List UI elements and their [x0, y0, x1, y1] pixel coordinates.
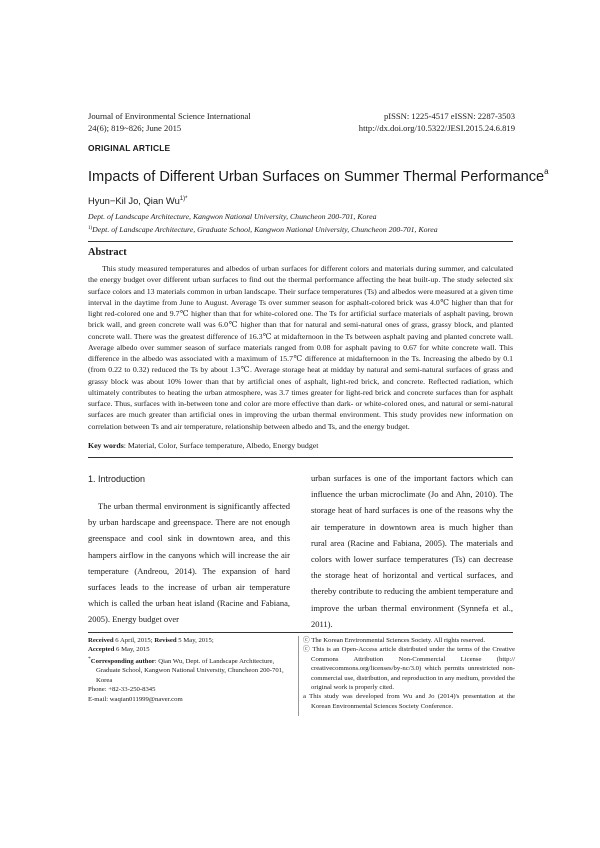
intro-right-column: urban surfaces is one of the important factors which can influence the urban microclimate (Jo and Ahn, 2010). The storage heat of hard surfaces is one of the reasons why the air temperature in downtown area is much higher than rural area (Racine and Fabiana, 2005). The materials and colors with lower surface temperatures (Ts) can decrease the storage heat of horizontal and vertical surfaces, and thereby contribute to reducing the ambient temperature and improve the urban thermal environment (Synnefa et al., 2011). — [311, 473, 513, 629]
received-label: Received — [88, 637, 114, 644]
affiliation-2-text: Dept. of Landscape Architecture, Graduate School, Kangwon National University, Chuncheon 200-701, Korea — [92, 225, 438, 234]
presentation-note: a This study was developed from Wu and Jo (2014)'s presentation at the Korean Environmental Sciences Society Conference. — [303, 693, 515, 710]
license-footnote — [303, 636, 515, 711]
received-date: 6 April, 2015; — [113, 637, 155, 644]
corr-text: : Qian Wu, Dept. of Landscape Architecture, Graduate School, Kangwon National University, Chuncheon 200-701, Korea — [96, 658, 284, 684]
keywords — [88, 441, 318, 450]
abstract-heading: Abstract — [88, 247, 127, 258]
revised-label: Revised — [154, 637, 177, 644]
footnote-rule — [88, 632, 513, 633]
paper-title — [88, 163, 549, 186]
phone: Phone: +82-33-250-8345 — [88, 686, 156, 694]
abstract-top-rule — [88, 241, 513, 242]
authors: Hyun−Kil Jo, Qian Wu — [88, 195, 180, 206]
article-type: ORIGINAL ARTICLE — [88, 143, 171, 153]
revised-date: 5 May, 2015; — [176, 637, 214, 644]
corresponding-author — [88, 655, 288, 685]
copyright: ⓒ The Korean Environmental Sciences Society. All rights reserved. — [303, 637, 486, 644]
journal-header-left — [88, 110, 251, 134]
author-line — [88, 195, 187, 206]
title-footnote-mark: a — [544, 167, 549, 176]
license-text: ⓒ This is an Open-Access article distributed under the terms of the Creative Commons Attribution Non-Commercial License (http:// creativecommons.org/licenses/by-nc/3.0) which permits unrestricted non-commercial use, distribution, and reproduction in any medium, provided the original work is properly cited. — [303, 646, 515, 692]
journal-volume: 24(6); 819~826; June 2015 — [88, 123, 182, 133]
affiliation-1-text: Dept. of Landscape Architecture, Kangwon National University, Chuncheon 200-701, Korea — [88, 212, 377, 221]
doi-link[interactable]: http://dx.doi.org/10.5322/JESI.2015.24.6.819 — [358, 123, 515, 133]
journal-name: Journal of Environmental Science International — [88, 111, 251, 121]
accepted-label: Accepted — [88, 646, 115, 654]
affiliation-2 — [88, 225, 438, 234]
article-history-footnote — [88, 636, 288, 704]
email[interactable]: E-mail: waqian011999@naver.com — [88, 695, 183, 703]
intro-left-column: The urban thermal environment is significantly affected by urban hardscape and greenspace. There are not enough greenspace and cool sink in downtown area, and this hampers airflow in the canyons which will increase the air temperature (Andreou, 2014). The expansion of hard surfaces leads to the increase of urban air temperature which is called the urban heat island (Racine and Fabiana, 2005). Energy budget over — [88, 501, 290, 625]
abstract-bottom-rule — [88, 457, 513, 458]
journal-header-right — [359, 110, 515, 134]
corr-mark: * — [88, 655, 91, 662]
footnote-divider — [298, 636, 299, 716]
keywords-label: Key words — [88, 441, 124, 450]
issn: pISSN: 1225-4517 eISSN: 2287-3503 — [383, 111, 515, 121]
keywords-text: : Material, Color, Surface temperature, Albedo, Energy budget — [123, 441, 319, 450]
accepted-line — [88, 645, 288, 654]
accepted-date: 6 May, 2015 — [114, 646, 150, 654]
author-mark: 1)* — [179, 196, 188, 202]
dates-line — [88, 636, 288, 645]
affiliation-1 — [88, 212, 377, 221]
section-heading-introduction: 1. Introduction — [88, 474, 146, 484]
abstract-text: This study measured temperatures and albedos of urban surfaces for different colors and materials during summer, and calculated the energy budget over different urban surfaces to find out the thermal performance affecting the heat built-up. The study selected six surface colors and 13 materials common in urban landscape. Their surface temperatures (Ts) and albedos were measured at a given time interval in the daytime from June to August. Average Ts over summer season for asphalt-colored brick was 4.0℃ higher than that for light red-colored one and 9.7℃ higher than that for white-colored one. The Ts for artificial surface materials of asphalt paving, brown brick wall, and green concrete wall was 6.0℃ higher than that for natural and semi-natural ones of grass, grassy block, and planted concrete wall. There was the greatest difference of 16.3℃ at midafternoon in the Ts between asphalt paving and planted concrete wall. Average albedo over summer season of surface materials ranged from 0.08 for asphalt paving to 0.67 for white concrete wall. This difference in the albedo was associated with a maximum of 15.7℃ difference at midafternoon in the Ts. Increasing the albedo by 0.1 (from 0.22 to 0.32) reduced the Ts by about 1.3℃. Average storage heat at midday by natural and semi-natural surfaces of grass and grassy block was about 10% lower than that by artificial ones of asphalt, light-red brick, and concrete. Reflected radiation, which ultimately contributes to heating the urban atmosphere, was 3.7 times greater for light-red brick and concrete surfaces than for asphalt surface. Thus, surfaces with in-between tone and color are more effective than dark- or white-colored ones, and natural or semi-natural surfaces are much greater than artificial ones in improving the urban thermal environment. This study provides new information on correlation between Ts and air temperature, relationship between albedo and Ts, and the energy budget. — [88, 264, 513, 431]
paper-title-text: Impacts of Different Urban Surfaces on Summer Thermal Performance — [88, 169, 545, 185]
affiliation-2-mark: 1) — [88, 226, 93, 231]
corr-label: Corresponding author — [90, 658, 155, 666]
